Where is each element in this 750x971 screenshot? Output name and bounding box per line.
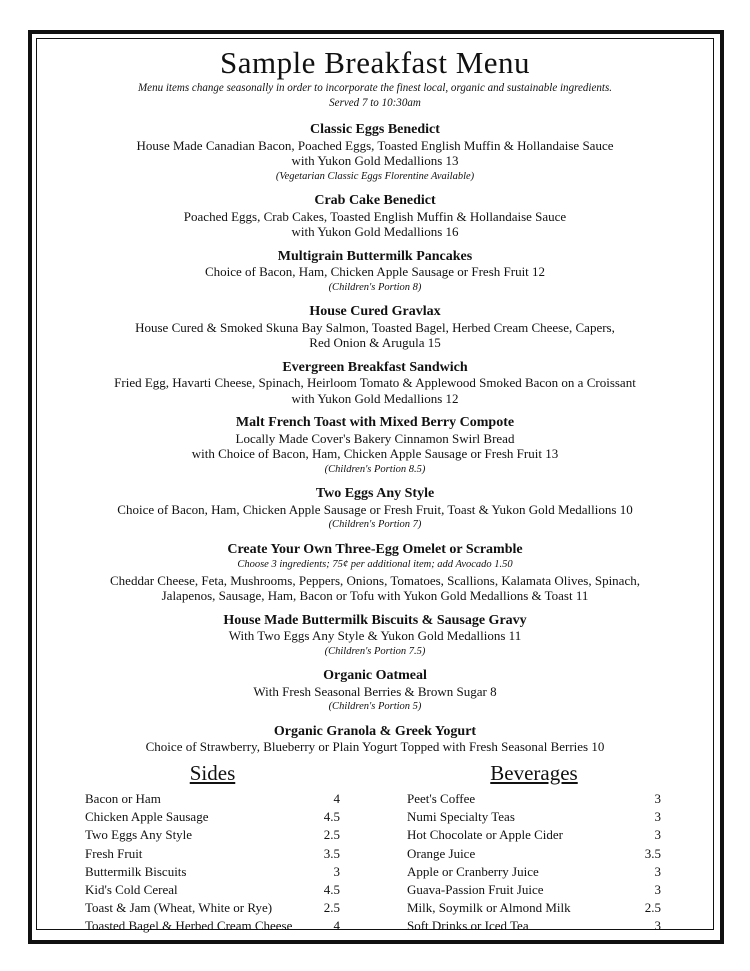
beverage-item	[407, 881, 661, 899]
beverage-item	[407, 790, 661, 808]
side-item-price: 4.5	[323, 809, 340, 825]
beverage-item-name: Milk, Soymilk or Almond Milk	[407, 900, 571, 916]
side-item-name: Two Eggs Any Style	[85, 827, 193, 843]
beverage-item-name: Orange Juice	[407, 845, 476, 861]
side-item-price: 3.5	[323, 845, 340, 861]
menu-item-description: Choice of Strawberry, Blueberry or Plain Yogurt Topped with Fresh Seasonal Berries 10	[145, 739, 605, 754]
menu-items	[40, 122, 710, 755]
side-item-price: 4	[333, 918, 340, 934]
beverage-item-name: Hot Chocolate or Apple Cider	[407, 827, 563, 843]
menu-item-description: Jalapenos, Sausage, Ham, Bacon or Tofu with Yukon Gold Medallions & Toast 11	[161, 588, 589, 603]
menu-item-name: Malt French Toast with Mixed Berry Compote	[235, 415, 515, 430]
beverage-item-price: 3	[654, 827, 661, 843]
side-item-name: Toast & Jam (Wheat, White or Rye)	[85, 900, 273, 916]
served-hours: Served 7 to 10:30am	[329, 95, 421, 109]
beverage-item-price: 2.5	[644, 900, 661, 916]
side-item	[85, 790, 340, 808]
beverage-item	[407, 845, 661, 863]
menu-item	[40, 249, 710, 296]
side-item-name: Toasted Bagel & Herbed Cream Cheese	[85, 918, 293, 934]
side-item	[85, 863, 340, 881]
menu-item	[40, 304, 710, 351]
menu-item-name: Evergreen Breakfast Sandwich	[282, 359, 468, 375]
beverage-item-name: Numi Specialty Teas	[407, 809, 515, 825]
menu-item-description: House Cured & Smoked Skuna Bay Salmon, Toasted Bagel, Herbed Cream Cheese, Capers,	[135, 319, 615, 335]
beverage-item-price: 3	[654, 809, 661, 825]
side-item-price: 2.5	[323, 827, 340, 843]
menu-item-description: Fried Egg, Havarti Cheese, Spinach, Heirloom Tomato & Applewood Smoked Bacon on a Croissant	[114, 375, 636, 390]
beverage-item	[407, 826, 661, 844]
beverage-item-price: 3.5	[644, 845, 661, 861]
menu-item-name: Two Eggs Any Style	[315, 486, 435, 501]
menu-item	[40, 193, 710, 240]
beverage-item-name: Apple or Cranberry Juice	[407, 863, 539, 879]
menu-item-note: (Children's Portion 5)	[328, 701, 422, 712]
menu-item-description: Poached Eggs, Crab Cakes, Toasted English Muffin & Hollandaise Sauce	[183, 208, 567, 224]
menu-title: Sample Breakfast Menu	[219, 45, 531, 80]
beverage-item	[407, 808, 661, 826]
menu-item-name: Organic Oatmeal	[323, 668, 427, 683]
side-item	[85, 881, 340, 899]
menu-item-description: with Yukon Gold Medallions 12	[291, 390, 459, 406]
menu-item-description: With Fresh Seasonal Berries & Brown Sugar 8	[253, 683, 497, 699]
menu-item-description: with Yukon Gold Medallions 13	[291, 153, 459, 168]
menu-item-name: Classic Eggs Benedict	[310, 122, 440, 137]
side-item-name: Kid's Cold Cereal	[85, 882, 178, 898]
menu-item-note: (Children's Portion 8)	[328, 281, 422, 293]
menu-item	[40, 668, 710, 715]
menu-item-description: with Choice of Bacon, Ham, Chicken Apple Sausage or Fresh Fruit 13	[191, 446, 559, 461]
menu-item-name: Crab Cake Benedict	[314, 193, 436, 208]
beverage-item-name: Guava-Passion Fruit Juice	[407, 882, 544, 898]
side-item	[85, 899, 340, 917]
beverage-item	[407, 899, 661, 917]
menu-item-name: House Cured Gravlax	[309, 304, 441, 319]
menu-item-note: (Children's Portion 7)	[328, 519, 422, 530]
menu-item-note: (Vegetarian Classic Eggs Florentine Available)	[275, 170, 475, 182]
menu-item-note: (Children's Portion 8.5)	[324, 463, 426, 475]
beverages-section	[407, 760, 661, 936]
menu-item-note: (Children's Portion 7.5)	[324, 645, 426, 657]
menu-item-description: Red Onion & Arugula 15	[309, 335, 441, 350]
menu-content	[40, 44, 710, 764]
menu-item	[40, 724, 710, 755]
side-item	[85, 917, 340, 935]
menu-item	[40, 613, 710, 660]
menu-item-description: House Made Canadian Bacon, Poached Eggs, Toasted English Muffin & Hollandaise Sauce	[136, 137, 614, 153]
menu-item-name: Multigrain Buttermilk Pancakes	[277, 248, 473, 264]
side-item-name: Buttermilk Biscuits	[85, 863, 187, 879]
beverage-item-price: 3	[654, 863, 661, 879]
menu-item	[40, 415, 710, 477]
beverage-item-price: 3	[654, 882, 661, 898]
menu-item-description: Cheddar Cheese, Feta, Mushrooms, Peppers, Onions, Tomatoes, Scallions, Kalamata Olives, Spinach,	[110, 572, 640, 588]
menu-item-description: Locally Made Cover's Bakery Cinnamon Swirl Bread	[235, 430, 515, 446]
sides-heading: Sides	[189, 761, 236, 785]
beverage-item-price: 3	[654, 918, 661, 934]
menu-item-name: Create Your Own Three-Egg Omelet or Scramble	[227, 541, 523, 557]
sides-section	[85, 760, 340, 936]
side-item	[85, 826, 340, 844]
beverage-item-name: Peet's Coffee	[407, 791, 476, 806]
menu-item-description: Choice of Bacon, Ham, Chicken Apple Sausage or Fresh Fruit 12	[204, 264, 546, 279]
side-item	[85, 845, 340, 863]
beverage-item-price: 3	[654, 791, 661, 806]
side-item-name: Chicken Apple Sausage	[85, 809, 209, 825]
menu-item-name: House Made Buttermilk Biscuits & Sausage Gravy	[223, 612, 527, 628]
menu-item	[40, 360, 710, 407]
beverage-item	[407, 917, 661, 935]
menu-item-note: Choose 3 ingredients; 75¢ per additional item; add Avocado 1.50	[237, 559, 513, 570]
side-item-price: 3	[333, 863, 340, 879]
beverages-heading: Beverages	[490, 761, 578, 785]
menu-item-name: Organic Granola & Greek Yogurt	[273, 723, 477, 739]
side-item-name: Fresh Fruit	[85, 845, 143, 861]
menu-item-description: with Yukon Gold Medallions 16	[291, 224, 459, 239]
menu-item-description: With Two Eggs Any Style & Yukon Gold Medallions 11	[228, 628, 522, 643]
menu-item	[40, 486, 710, 533]
side-item-price: 4	[333, 791, 340, 806]
menu-subtitle: Menu items change seasonally in order to incorporate the finest local, organic and sustainable ingredients.	[137, 80, 613, 94]
menu-item	[40, 542, 710, 604]
side-item	[85, 808, 340, 826]
beverage-item-name: Soft Drinks or Iced Tea	[407, 918, 529, 934]
side-item-price: 2.5	[323, 900, 340, 916]
side-item-price: 4.5	[323, 882, 340, 898]
menu-item	[40, 122, 710, 184]
beverage-item	[407, 863, 661, 881]
side-item-name: Bacon or Ham	[85, 791, 161, 806]
menu-item-description: Choice of Bacon, Ham, Chicken Apple Sausage or Fresh Fruit, Toast & Yukon Gold Medallions 10	[117, 501, 633, 517]
